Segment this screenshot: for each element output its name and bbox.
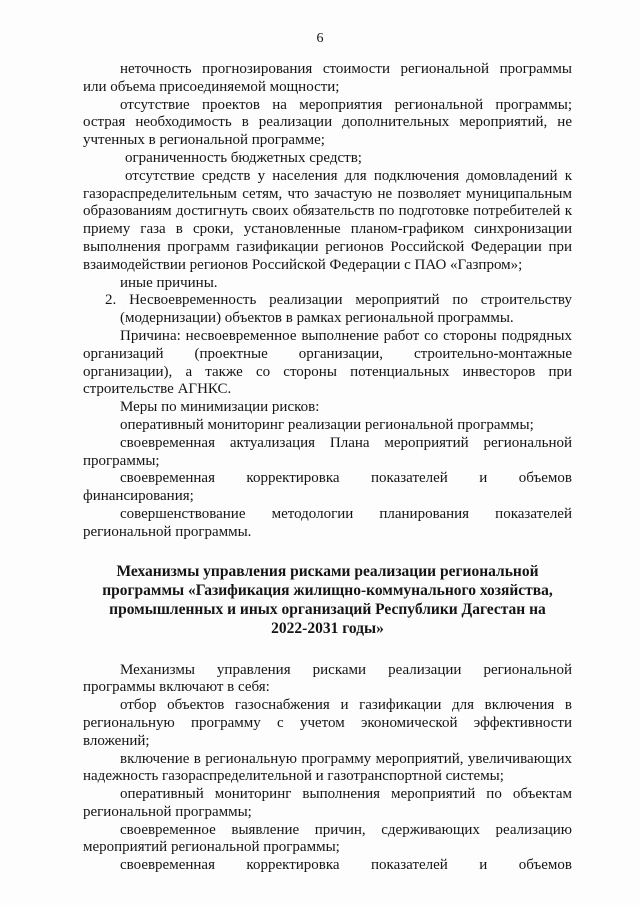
- paragraph: отсутствие проектов на мероприятия региональной программы; острая необходимость в реализации дополнительных мероприятий, не учтенных в региональной программе;: [83, 96, 572, 149]
- paragraph: своевременная актуализация Плана мероприятий региональной программы;: [83, 434, 572, 469]
- page-number: 6: [316, 31, 324, 46]
- paragraph: иные причины.: [120, 274, 218, 291]
- paragraph: Меры по минимизации рисков:: [120, 399, 320, 416]
- paragraph: Причина: несвоевременное выполнение работ со стороны подрядных организаций (проектные организации, строительно-монтажные организации), а также со стороны потенциальных инвесторов при строительстве АГНКС.: [83, 327, 572, 398]
- paragraph: своевременная корректировка показателей и объемов финансирования;: [83, 470, 572, 505]
- document-body: [83, 61, 572, 875]
- paragraph: своевременная корректировка показателей и объемов: [120, 857, 572, 874]
- paragraph: отбор объектов газоснабжения и газификации для включения в региональную программу с учетом экономической эффективности вложений;: [83, 697, 572, 749]
- paragraph: включение в региональную программу мероприятий, увеличивающих надежность газораспределительной и газотранспортной системы;: [83, 750, 572, 785]
- numbered-item-2: 2. Несвоевременность реализации мероприятий по строительству (модернизации) объектов в рамках региональной программы.: [105, 292, 572, 327]
- paragraph: отсутствие средств у населения для подключения домовладений к газораспределительным сетям, что зачастую не позволяет муниципальным образованиям достигнуть своих обязательств по подготовке потребителей к приему газа в сроки, установленные планом-графиком синхронизации выполнения программ газификации регионов Российской Федерации при взаимодействии регионов Российской Федерации с ПАО «Газпром»;: [83, 167, 572, 273]
- paragraph: ограниченность бюджетных средств;: [125, 149, 362, 166]
- paragraph: оперативный мониторинг реализации региональной программы;: [120, 416, 534, 433]
- paragraph: неточность прогнозирования стоимости региональной программы или объема присоединяемой мощности;: [83, 61, 572, 95]
- paragraph: совершенствование методологии планирования показателей региональной программы.: [83, 505, 572, 540]
- paragraph: оперативный мониторинг выполнения мероприятий по объектам региональной программы;: [83, 786, 572, 820]
- paragraph: своевременное выявление причин, сдерживающих реализацию мероприятий региональной программы;: [83, 821, 572, 856]
- paragraph: Механизмы управления рисками реализации региональной программы включают в себя:: [83, 661, 572, 696]
- section-heading: Механизмы управления рисками реализации региональной программы «Газификация жилищно-коммунального хозяйства, промышленных и иных организаций Республики Дагестан на 2022-2031 годы»: [102, 562, 553, 637]
